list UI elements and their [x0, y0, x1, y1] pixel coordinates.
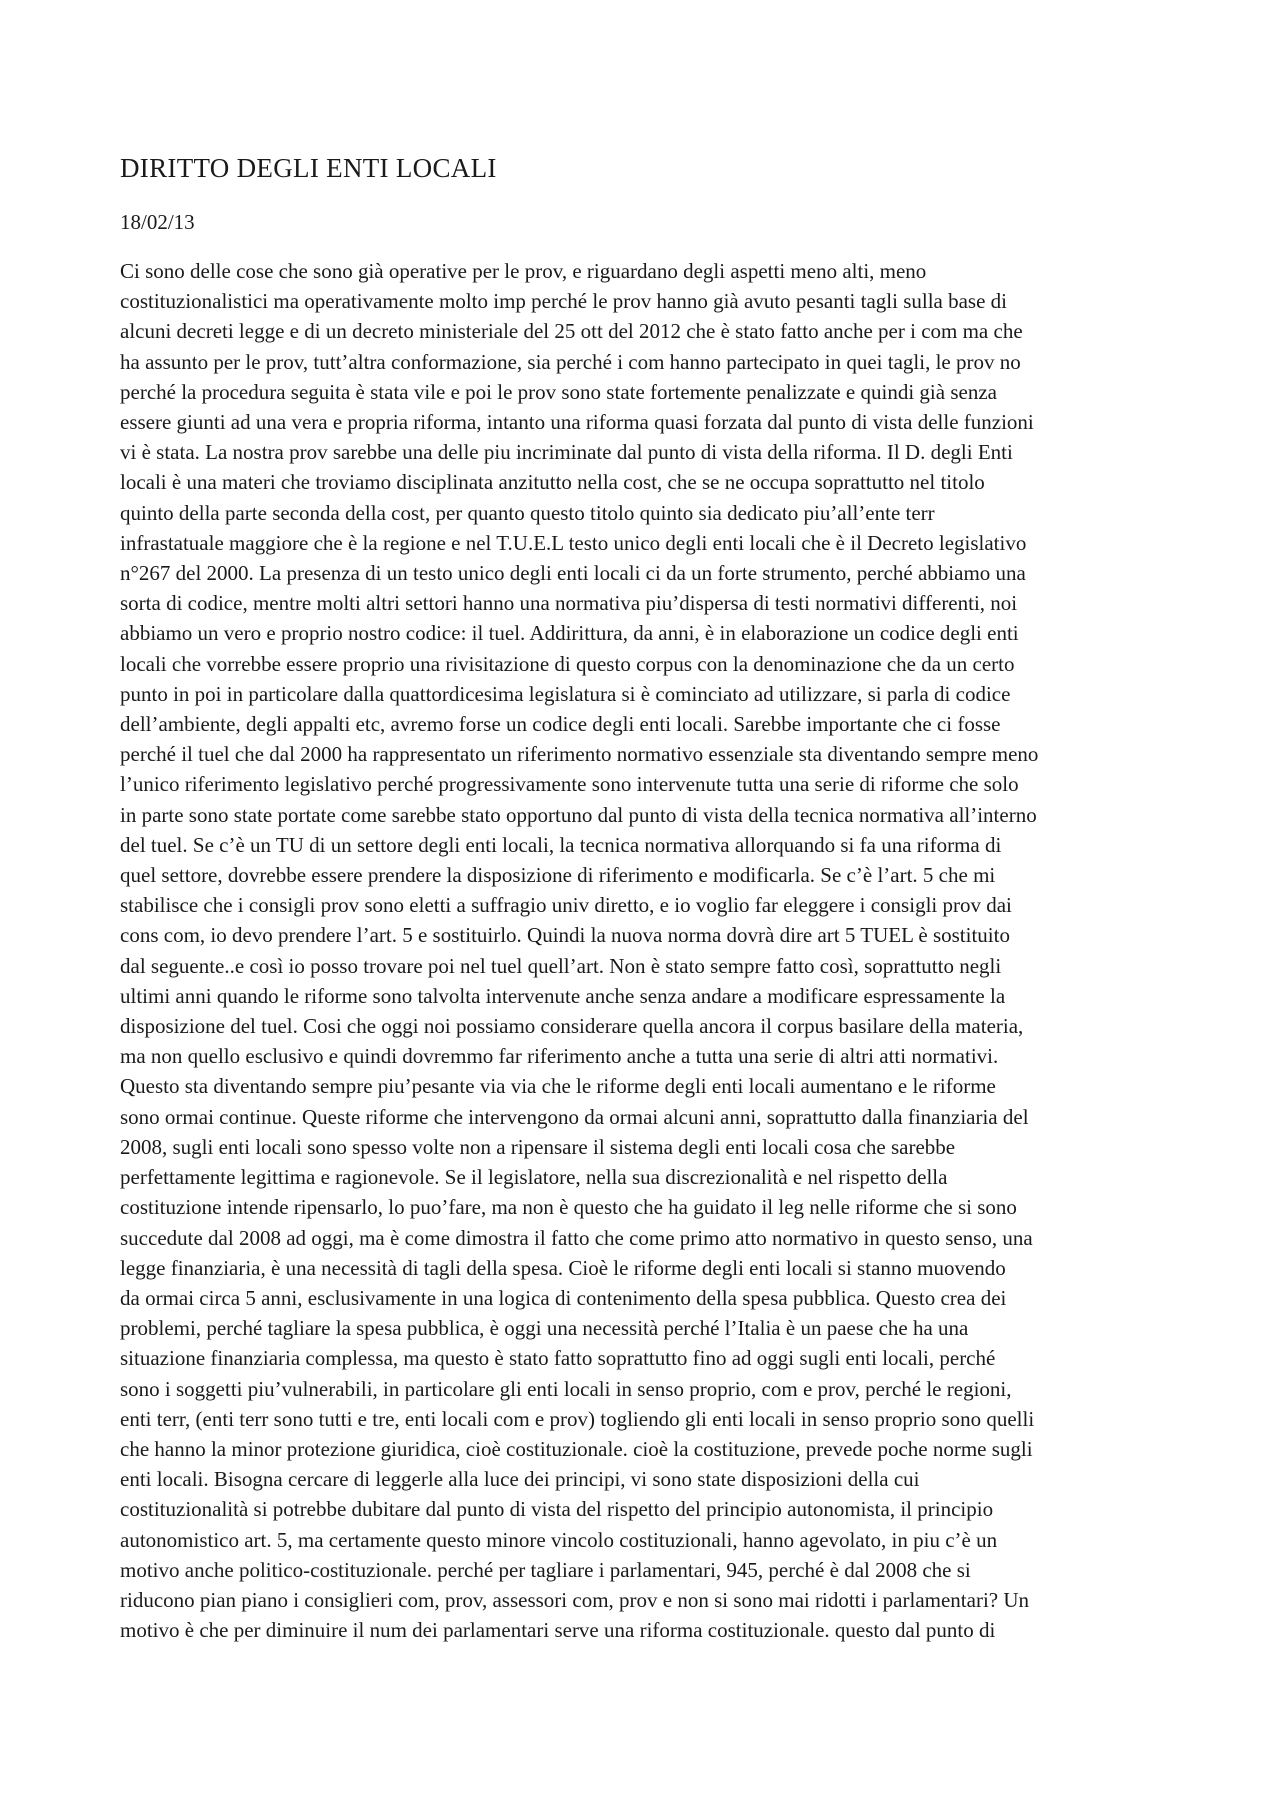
body-line: n°267 del 2000. La presenza di un testo unico degli enti locali ci da un forte strumento, perché abbiamo una: [120, 561, 1026, 586]
body-line: motivo anche politico-costituzionale. perché per tagliare i parlamentari, 945, perché è dal 2008 che si: [120, 1557, 971, 1582]
body-line: essere giunti ad una vera e propria riforma, intanto una riforma quasi forzata dal punto di vista delle funzioni: [120, 410, 1034, 435]
document-content: [120, 150, 1160, 1645]
body-line: cons com, io devo prendere l’art. 5 e sostituirlo. Quindi la nuova norma dovrà dire art 5 TUEL è sostituito: [120, 923, 1010, 948]
body-line: quel settore, dovrebbe essere prendere la disposizione di riferimento e modificarla. Se c’è l’art. 5 che mi: [120, 863, 996, 888]
body-line: riducono pian piano i consiglieri com, prov, assessori com, prov e non si sono mai ridotti i parlamentari? Un: [120, 1587, 1030, 1612]
body-line: enti terr, (enti terr sono tutti e tre, enti locali com e prov) togliendo gli enti locali in senso proprio sono quelli: [120, 1406, 1035, 1431]
body-line: vi è stata. La nostra prov sarebbe una delle piu incriminate dal punto di vista della riforma. Il D. degli Enti: [120, 440, 1013, 465]
body-line: locali che vorrebbe essere proprio una rivisitazione di questo corpus con la denominazione che da un certo: [120, 651, 1015, 676]
body-line: locali è una materi che troviamo disciplinata anzitutto nella cost, che se ne occupa soprattutto nel titolo: [120, 470, 985, 495]
body-line: punto in poi in particolare dalla quattordicesima legislatura si è cominciato ad utilizzare, si parla di codice: [120, 681, 1011, 706]
body-line: abbiamo un vero e proprio nostro codice: il tuel. Addirittura, da anni, è in elaborazione un codice degli enti: [120, 621, 1019, 646]
document-title: DIRITTO DEGLI ENTI LOCALI: [120, 153, 497, 183]
body-line: che hanno la minor protezione giuridica, cioè costituzionale. cioè la costituzione, prevede poche norme sugli: [120, 1436, 1033, 1461]
body-line: 2008, sugli enti locali sono spesso volte non a ripensare il sistema degli enti locali cosa che sarebbe: [120, 1134, 956, 1159]
body-line: autonomistico art. 5, ma certamente questo minore vincolo costituzionali, hanno agevolato, in piu c’è un: [120, 1527, 998, 1552]
body-line: legge finanziaria, è una necessità di tagli della spesa. Cioè le riforme degli enti locali si stanno muovendo: [120, 1255, 1006, 1280]
body-line: perché il tuel che dal 2000 ha rappresentato un riferimento normativo essenziale sta diventando sempre meno: [120, 742, 1039, 767]
body-line: da ormai circa 5 anni, esclusivamente in una logica di contenimento della spesa pubblica. Questo crea dei: [120, 1285, 1007, 1310]
body-line: alcuni decreti legge e di un decreto ministeriale del 25 ott del 2012 che è stato fatto anche per i com ma che: [120, 319, 1023, 344]
document-date: 18/02/13: [120, 210, 195, 234]
body-line: disposizione del tuel. Cosi che oggi noi possiamo considerare quella ancora il corpus basilare della materia,: [120, 1014, 1024, 1039]
body-line: Ci sono delle cose che sono già operative per le prov, e riguardano degli aspetti meno alti, meno: [120, 259, 927, 283]
body-line: stabilisce che i consigli prov sono eletti a suffragio univ diretto, e io voglio far eleggere i consigli prov dai: [120, 893, 1012, 918]
document-body: [120, 256, 1160, 1645]
body-line: dal seguente..e così io posso trovare poi nel tuel quell’art. Non è stato sempre fatto così, soprattutto negli: [120, 953, 1002, 978]
body-line: situazione finanziaria complessa, ma questo è stato fatto soprattutto fino ad oggi sugli enti locali, perché: [120, 1346, 996, 1371]
body-line: del tuel. Se c’è un TU di un settore degli enti locali, la tecnica normativa allorquando si fa una riforma di: [120, 832, 1002, 857]
body-line: costituzionalistici ma operativamente molto imp perché le prov hanno già avuto pesanti tagli sulla base di: [120, 289, 1008, 314]
body-line: ma non quello esclusivo e quindi dovremmo far riferimento anche a tutta una serie di altri atti normativi.: [120, 1044, 999, 1069]
body-line: enti locali. Bisogna cercare di leggerle alla luce dei principi, vi sono state disposizioni della cui: [120, 1467, 920, 1492]
body-line: costituzione intende ripensarlo, lo puo’fare, ma non è questo che ha guidato il leg nelle riforme che si sono: [120, 1195, 1017, 1220]
body-line: in parte sono state portate come sarebbe stato opportuno dal punto di vista della tecnica normativa all’interno: [120, 802, 1037, 827]
body-line: ha assunto per le prov, tutt’altra conformazione, sia perché i com hanno partecipato in quei tagli, le prov no: [120, 349, 1021, 374]
body-line: l’unico riferimento legislativo perché progressivamente sono intervenute tutta una serie di riforme che solo: [120, 772, 1019, 797]
body-line: motivo è che per diminuire il num dei parlamentari serve una riforma costituzionale. questo dal punto di: [120, 1618, 996, 1643]
body-line: perché la procedura seguita è stata vile e poi le prov sono state fortemente penalizzate e quindi già senza: [120, 379, 997, 404]
body-line: problemi, perché tagliare la spesa pubblica, è oggi una necessità perché l’Italia è un paese che ha una: [120, 1316, 969, 1341]
body-line: quinto della parte seconda della cost, per quanto questo titolo quinto sia dedicato piu’all’ente terr: [120, 500, 935, 525]
body-line: succedute dal 2008 ad oggi, ma è come dimostra il fatto che come primo atto normativo in questo senso, una: [120, 1225, 1033, 1250]
body-line: Questo sta diventando sempre piu’pesante via via che le riforme degli enti locali aumentano e le riforme: [120, 1074, 996, 1099]
body-line: sono ormai continue. Queste riforme che intervengono da ormai alcuni anni, soprattutto dalla finanziaria del: [120, 1104, 1029, 1129]
body-line: sono i soggetti piu’vulnerabili, in particolare gli enti locali in senso proprio, com e prov, perché le regioni,: [120, 1376, 1012, 1401]
body-line: perfettamente legittima e ragionevole. Se il legislatore, nella sua discrezionalità e nel rispetto della: [120, 1165, 948, 1190]
body-line: ultimi anni quando le riforme sono talvolta intervenute anche senza andare a modificare espressamente la: [120, 983, 1006, 1008]
body-line: dell’ambiente, degli appalti etc, avremo forse un codice degli enti locali. Sarebbe importante che ci fosse: [120, 712, 1001, 737]
body-line: sorta di codice, mentre molti altri settori hanno una normativa piu’dispersa di testi normativi differenti, noi: [120, 591, 1018, 616]
body-line: costituzionalità si potrebbe dubitare dal punto di vista del rispetto del principio autonomista, il principio: [120, 1497, 994, 1522]
body-line: infrastatuale maggiore che è la regione e nel T.U.E.L testo unico degli enti locali che è il Decreto legislativo: [120, 530, 1027, 555]
